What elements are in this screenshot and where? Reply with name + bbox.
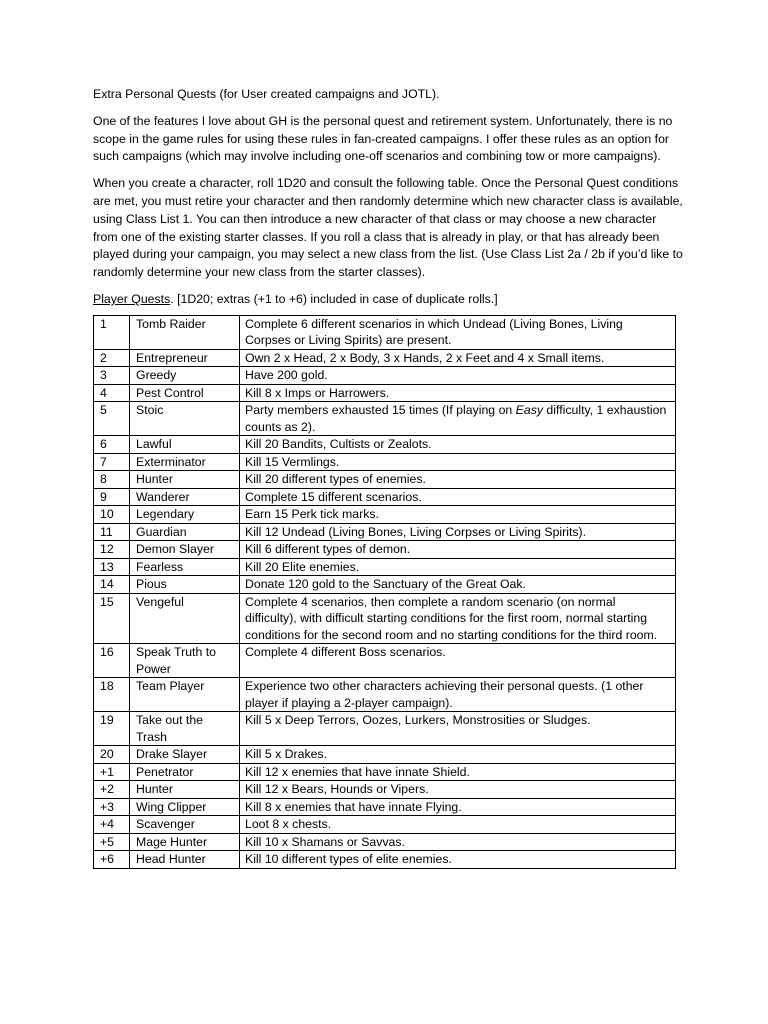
table-heading <box>93 291 683 309</box>
quest-number: 8 <box>94 471 130 489</box>
quest-number: 19 <box>94 712 130 746</box>
quest-name: Head Hunter <box>130 851 240 869</box>
quest-description: Kill 8 x Imps or Harrowers. <box>240 384 676 402</box>
table-row <box>94 402 676 436</box>
table-row <box>94 798 676 816</box>
quest-name: Lawful <box>130 436 240 454</box>
quest-description: Kill 5 x Deep Terrors, Oozes, Lurkers, Monstrosities or Sludges. <box>240 712 676 746</box>
quest-description: Kill 12 Undead (Living Bones, Living Corpses or Living Spirits). <box>240 523 676 541</box>
quest-name: Mage Hunter <box>130 833 240 851</box>
quest-description: Kill 10 x Shamans or Savvas. <box>240 833 676 851</box>
table-row <box>94 678 676 712</box>
quest-number: 2 <box>94 349 130 367</box>
table-row <box>94 349 676 367</box>
quest-name: Wanderer <box>130 488 240 506</box>
quest-number: +4 <box>94 816 130 834</box>
quest-description: Loot 8 x chests. <box>240 816 676 834</box>
quest-description <box>240 402 676 436</box>
quest-name: Wing Clipper <box>130 798 240 816</box>
quest-description-emphasis: Easy <box>515 403 544 418</box>
quest-number: 14 <box>94 576 130 594</box>
quest-number: 6 <box>94 436 130 454</box>
table-row <box>94 763 676 781</box>
table-row <box>94 593 676 644</box>
quest-number: 5 <box>94 402 130 436</box>
quest-name: Drake Slayer <box>130 746 240 764</box>
quest-number: +2 <box>94 781 130 799</box>
rules-paragraph: When you create a character, roll 1D20 and consult the following table. Once the Personal Quest conditions are met, you must retire your character and then randomly determine which new character class is available, using Class List 1. You can then introduce a new character of that class or may choose a new character from one of the existing starter classes. If you roll a class that is already in play, or that has already been played during your campaign, you may select a new class from the list. (Use Class List 2a / 2b if you’d like to randomly determine your new class from the starter classes). <box>93 176 683 280</box>
table-row <box>94 541 676 559</box>
quest-name: Tomb Raider <box>130 315 240 349</box>
quest-number: 13 <box>94 558 130 576</box>
quest-description: Own 2 x Head, 2 x Body, 3 x Hands, 2 x Feet and 4 x Small items. <box>240 349 676 367</box>
quest-name: Guardian <box>130 523 240 541</box>
table-row <box>94 851 676 869</box>
table-row <box>94 453 676 471</box>
quest-number: 3 <box>94 367 130 385</box>
quest-description: Kill 12 x Bears, Hounds or Vipers. <box>240 781 676 799</box>
quest-number: 7 <box>94 453 130 471</box>
quest-name: Take out the Trash <box>130 712 240 746</box>
player-quests-table <box>93 315 676 869</box>
table-row <box>94 558 676 576</box>
table-row <box>94 523 676 541</box>
quest-number: 18 <box>94 678 130 712</box>
quest-description-end: difficulty, 1 exhaustion counts as 2). <box>245 403 667 434</box>
table-row <box>94 471 676 489</box>
table-row <box>94 576 676 594</box>
table-row <box>94 833 676 851</box>
quest-number: 11 <box>94 523 130 541</box>
quest-name: Pious <box>130 576 240 594</box>
quest-number: +6 <box>94 851 130 869</box>
table-row <box>94 436 676 454</box>
quest-description: Kill 6 different types of demon. <box>240 541 676 559</box>
quest-description: Kill 20 Bandits, Cultists or Zealots. <box>240 436 676 454</box>
quest-name: Vengeful <box>130 593 240 644</box>
quest-description: Complete 15 different scenarios. <box>240 488 676 506</box>
quest-name: Hunter <box>130 471 240 489</box>
quest-number: 9 <box>94 488 130 506</box>
document-content <box>93 86 683 869</box>
quest-description-start: Party members exhausted 15 times (If playing on <box>245 403 516 418</box>
table-row <box>94 781 676 799</box>
quest-name: Demon Slayer <box>130 541 240 559</box>
table-row <box>94 644 676 678</box>
quest-name: Exterminator <box>130 453 240 471</box>
table-row <box>94 315 676 349</box>
quest-description: Donate 120 gold to the Sanctuary of the Great Oak. <box>240 576 676 594</box>
quest-name: Speak Truth to Power <box>130 644 240 678</box>
quest-description: Kill 20 Elite enemies. <box>240 558 676 576</box>
quest-description: Complete 6 different scenarios in which Undead (Living Bones, Living Corpses or Living Spirits) are present. <box>240 315 676 349</box>
quest-number: 12 <box>94 541 130 559</box>
table-row <box>94 506 676 524</box>
quest-name: Team Player <box>130 678 240 712</box>
quest-number: 16 <box>94 644 130 678</box>
quest-name: Scavenger <box>130 816 240 834</box>
document-title: Extra Personal Quests (for User created campaigns and JOTL). <box>93 87 440 101</box>
quest-number: +1 <box>94 763 130 781</box>
table-heading-title: Player Quests <box>93 291 171 306</box>
table-row <box>94 712 676 746</box>
quest-number: 15 <box>94 593 130 644</box>
quest-name: Entrepreneur <box>130 349 240 367</box>
table-heading-note: . [1D20; extras (+1 to +6) included in case of duplicate rolls.] <box>170 291 498 306</box>
table-row <box>94 488 676 506</box>
quest-description: Kill 15 Vermlings. <box>240 453 676 471</box>
quest-name: Fearless <box>130 558 240 576</box>
quest-description: Complete 4 scenarios, then complete a random scenario (on normal difficulty), with difficult starting conditions for the first room, normal starting conditions for the second room and no starting conditions for the third room. <box>240 593 676 644</box>
quest-description: Complete 4 different Boss scenarios. <box>240 644 676 678</box>
quest-number: 10 <box>94 506 130 524</box>
quest-number: +3 <box>94 798 130 816</box>
quest-number: 4 <box>94 384 130 402</box>
quest-description: Kill 12 x enemies that have innate Shield. <box>240 763 676 781</box>
quest-number: 20 <box>94 746 130 764</box>
quest-description: Experience two other characters achieving their personal quests. (1 other player if playing a 2-player campaign). <box>240 678 676 712</box>
table-row <box>94 384 676 402</box>
quest-number: +5 <box>94 833 130 851</box>
quest-description: Kill 20 different types of enemies. <box>240 471 676 489</box>
quest-name: Greedy <box>130 367 240 385</box>
quest-name: Penetrator <box>130 763 240 781</box>
quest-description: Kill 8 x enemies that have innate Flying. <box>240 798 676 816</box>
quest-name: Legendary <box>130 506 240 524</box>
quest-description: Have 200 gold. <box>240 367 676 385</box>
quest-number: 1 <box>94 315 130 349</box>
quest-name: Hunter <box>130 781 240 799</box>
quest-description: Kill 10 different types of elite enemies. <box>240 851 676 869</box>
table-row <box>94 367 676 385</box>
quest-description: Earn 15 Perk tick marks. <box>240 506 676 524</box>
intro-paragraph: One of the features I love about GH is the personal quest and retirement system. Unfortunately, there is no scope in the game rules for using these rules in fan-created campaigns. I offer these rules as an option for such campaigns (which may involve including one-off scenarios and combining tow or more campaigns). <box>93 113 673 164</box>
quest-name: Stoic <box>130 402 240 436</box>
table-row <box>94 816 676 834</box>
table-row <box>94 746 676 764</box>
quest-description: Kill 5 x Drakes. <box>240 746 676 764</box>
quest-name: Pest Control <box>130 384 240 402</box>
quest-rows <box>94 315 676 868</box>
